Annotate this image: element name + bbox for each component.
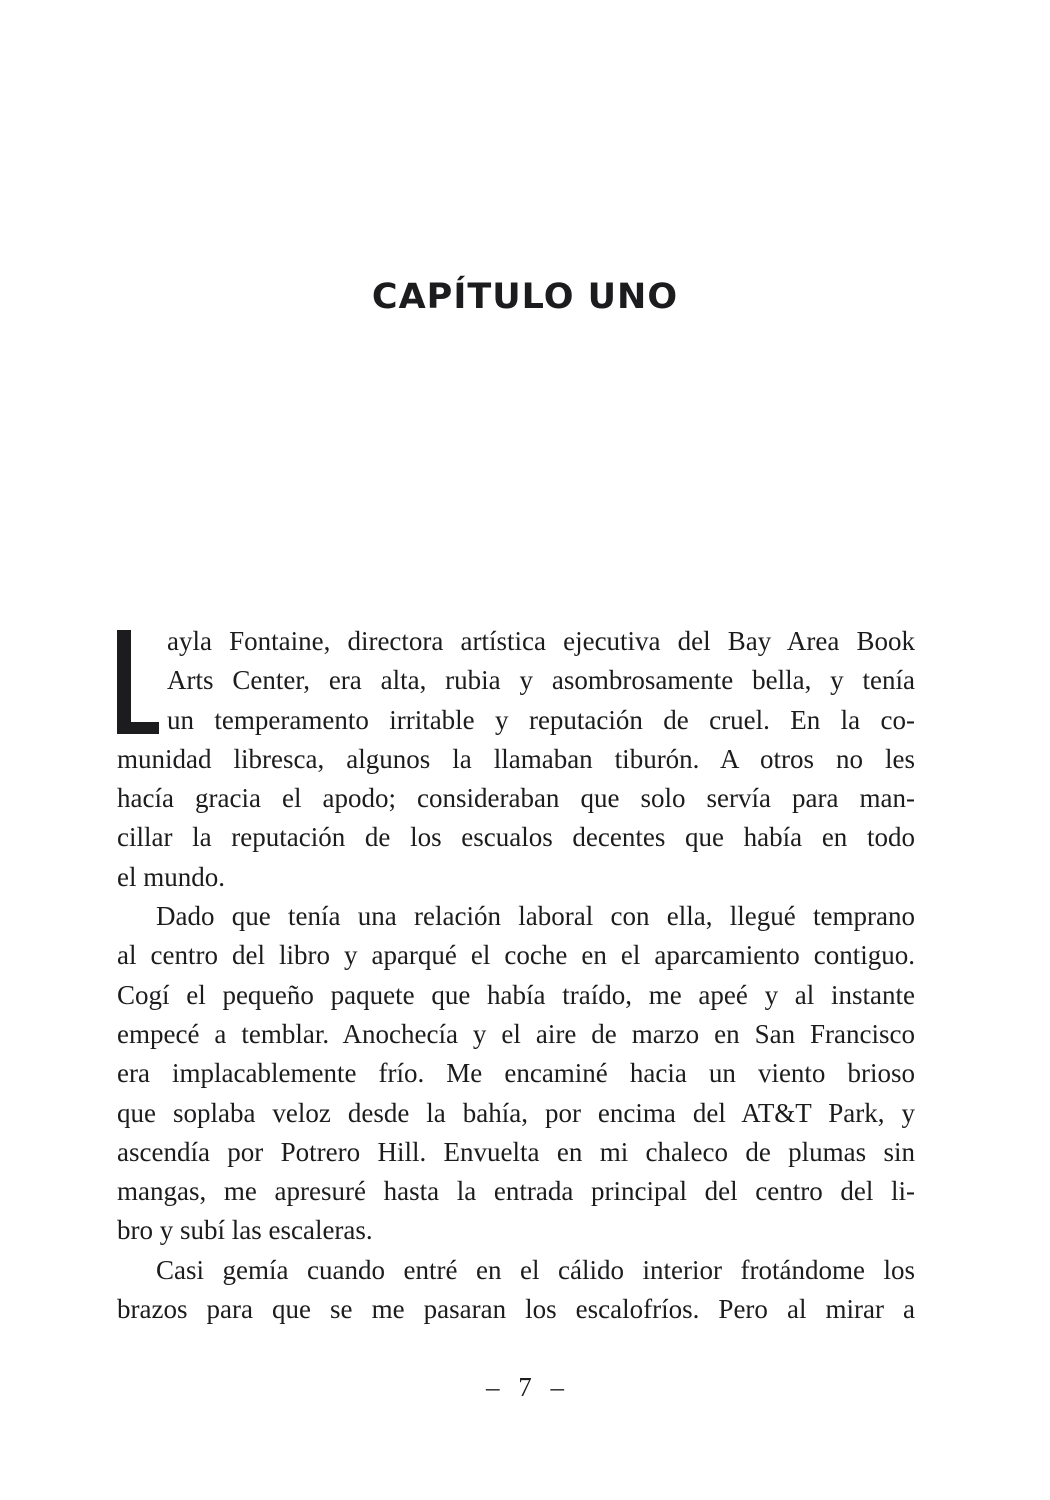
- text-line: bro y subí las escaleras.: [117, 1215, 373, 1246]
- text-line: munidad libresca, algunos la llamaban tiburón. A otros no les: [117, 743, 915, 774]
- paragraph-2: [117, 897, 915, 1251]
- text-line: ascendía por Potrero Hill. Envuelta en mi chaleco de plumas sin: [117, 1136, 915, 1167]
- text-line: que soplaba veloz desde la bahía, por encima del AT&T Park, y: [117, 1097, 915, 1128]
- text-line: Dado que tenía una relación laboral con ella, llegué temprano: [156, 901, 915, 932]
- text-line: Arts Center, era alta, rubia y asombrosamente bella, y tenía: [167, 665, 915, 696]
- chapter-body: [117, 622, 915, 1329]
- text-line: mangas, me apresuré hasta la entrada principal del centro del li-: [117, 1176, 915, 1207]
- text-line: hacía gracia el apodo; consideraban que solo servía para man-: [117, 783, 915, 814]
- text-line: Casi gemía cuando entré en el cálido interior frotándome los: [156, 1254, 915, 1285]
- drop-cap: [117, 630, 159, 734]
- chapter-title: CAPÍTULO UNO: [371, 277, 679, 318]
- paragraph-3: [117, 1251, 915, 1330]
- drop-cap-foot: [117, 722, 159, 734]
- drop-cap-stem: [117, 630, 131, 734]
- text-line: al centro del libro y aparqué el coche en el aparcamiento contiguo.: [117, 940, 915, 971]
- text-line: ayla Fontaine, directora artística ejecutiva del Bay Area Book: [167, 626, 915, 656]
- text-line: el mundo.: [117, 861, 225, 892]
- text-line: cillar la reputación de los escualos decentes que había en todo: [117, 822, 915, 853]
- text-line: un temperamento irritable y reputación de cruel. En la co-: [167, 704, 915, 735]
- text-line: empecé a temblar. Anochecía y el aire de marzo en San Francisco: [117, 1018, 915, 1049]
- paragraph-1: [117, 622, 915, 897]
- text-line: brazos para que se me pasaran los escalofríos. Pero al mirar a: [117, 1294, 915, 1325]
- text-line: Cogí el pequeño paquete que había traído, me apeé y al instante: [117, 979, 915, 1010]
- page-number: – 7 –: [486, 1372, 564, 1402]
- text-line: era implacablemente frío. Me encaminé hacia un viento brioso: [117, 1058, 915, 1089]
